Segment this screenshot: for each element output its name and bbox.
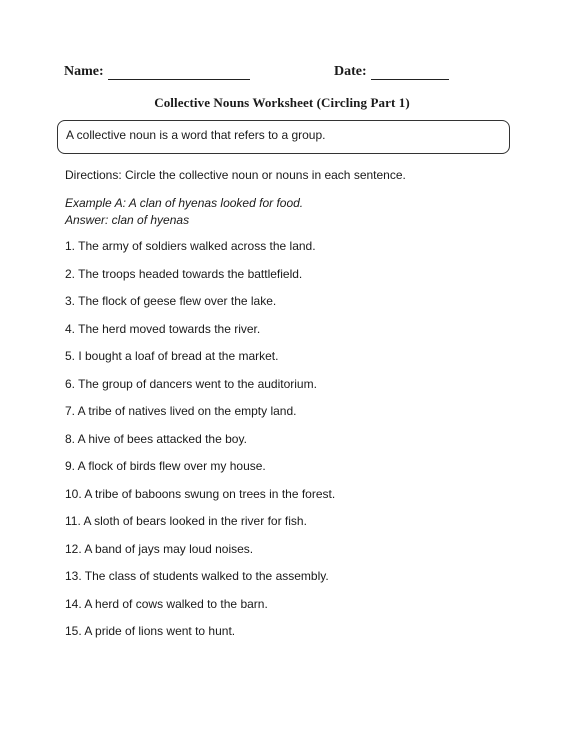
sentence-item: 10. A tribe of baboons swung on trees in the forest. <box>65 486 336 501</box>
sentence-item: 5. I bought a loaf of bread at the market. <box>65 349 279 363</box>
sentence-item: 15. A pride of lions went to hunt. <box>65 624 236 638</box>
sentence-item: 1. The army of soldiers walked across the land. <box>65 239 316 253</box>
sentence-item: 2. The troops headed towards the battlefield. <box>65 266 303 281</box>
sentence-item: 3. The flock of geese flew over the lake. <box>65 294 277 308</box>
sentence-item: 12. A band of jays may loud noises. <box>65 541 254 556</box>
date-label: Date: <box>334 64 367 79</box>
name-field <box>64 64 250 80</box>
sentence-item: 4. The herd moved towards the river. <box>65 321 261 336</box>
name-blank-line[interactable] <box>108 65 250 80</box>
sentence-item: 14. A herd of cows walked to the barn. <box>65 596 268 611</box>
directions-text: Directions: Circle the collective noun or nouns in each sentence. <box>65 168 406 182</box>
sentence-item: 8. A hive of bees attacked the boy. <box>65 431 247 446</box>
name-label: Name: <box>64 64 104 79</box>
example-answer: Answer: clan of hyenas <box>65 213 190 227</box>
sentence-list <box>65 239 335 652</box>
sentence-item: 11. A sloth of bears looked in the river for fish. <box>65 514 307 528</box>
definition-text: A collective noun is a word that refers to a group. <box>66 128 326 142</box>
sentence-item: 13. The class of students walked to the assembly. <box>65 569 329 583</box>
date-field <box>334 64 449 80</box>
worksheet-title: Collective Nouns Worksheet (Circling Part 1) <box>154 95 410 110</box>
date-blank-line[interactable] <box>371 65 449 80</box>
header-row <box>64 64 464 84</box>
sentence-item: 6. The group of dancers went to the auditorium. <box>65 376 317 391</box>
example-block <box>65 195 303 229</box>
definition-box <box>57 120 510 154</box>
sentence-item: 9. A flock of birds flew over my house. <box>65 459 266 473</box>
example-sentence: Example A: A clan of hyenas looked for food. <box>65 196 304 210</box>
sentence-item: 7. A tribe of natives lived on the empty land. <box>65 404 297 418</box>
